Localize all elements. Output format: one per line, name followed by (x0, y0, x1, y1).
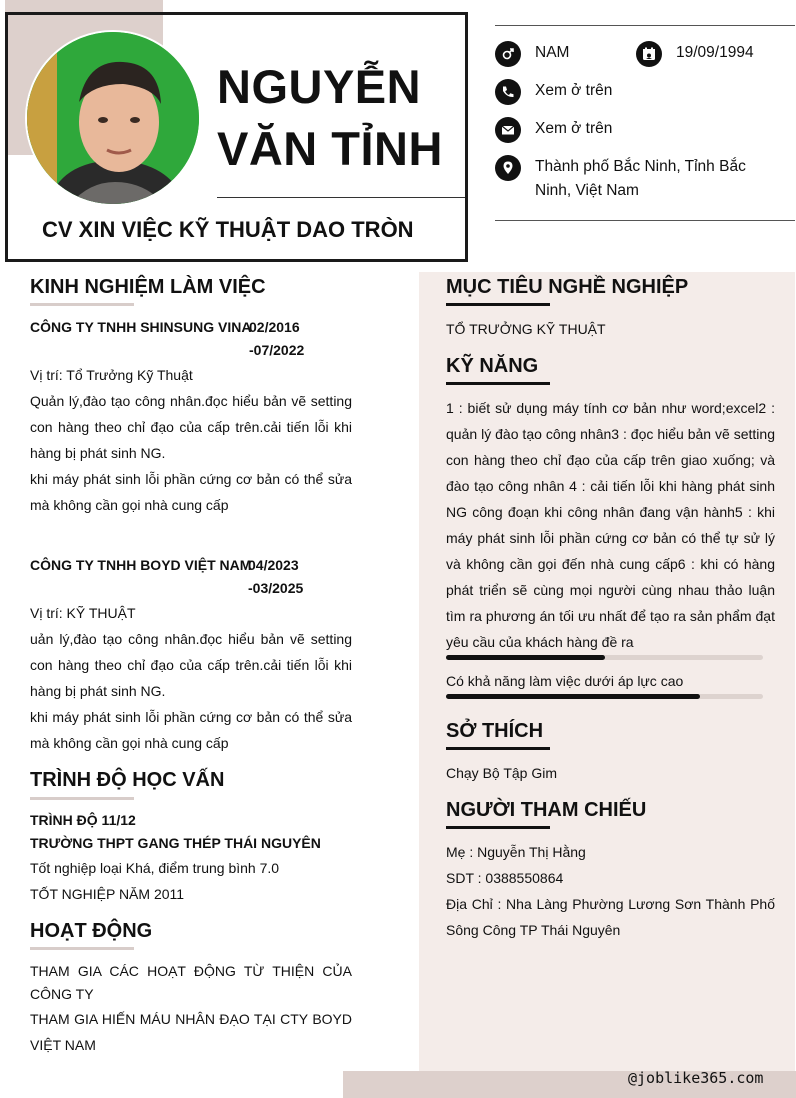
avatar-portrait-icon (27, 32, 201, 206)
job2-date (248, 554, 303, 600)
job2-position: Vị trí: KỸ THUẬT (30, 605, 136, 621)
references-title: NGƯỜI THAM CHIẾU (446, 799, 647, 821)
phone-value: Xem ở trên (535, 82, 613, 99)
education-line-1: Tốt nghiệp loại Khá, điểm trung bình 7.0 (30, 860, 280, 876)
objective-title-underline (446, 303, 550, 306)
location-pin-icon (495, 155, 521, 181)
education-level: TRÌNH ĐỘ 11/12 (30, 812, 136, 828)
job2-company: CÔNG TY TNHH BOYD VIỆT NAM (30, 557, 252, 573)
job2-date-end: -03/2025 (248, 580, 304, 596)
job1-description-2: khi máy phát sinh lỗi phần cứng cơ bản có thể sửa mà không cần gọi nhà cung cấp (30, 471, 352, 513)
skill-2-level-bar (446, 694, 763, 699)
contact-phone (495, 79, 612, 105)
job1-description-1: Quản lý,đào tạo công nhân.đọc hiểu bản vẽ setting con hàng theo chỉ đạo của cấp trên.cải tiến lỗi khi hàng bị phát sinh NG. (30, 393, 352, 461)
objective-title: MỤC TIÊU NGHỀ NGHIỆP (446, 276, 689, 298)
job1-position: Vị trí: Tổ Trưởng Kỹ Thuật (30, 367, 193, 383)
email-value: Xem ở trên (535, 120, 613, 137)
job2-description-1: uản lý,đào tạo công nhân.đọc hiểu bản vẽ setting con hàng theo chỉ đạo của cấp trên.cải tiến lỗi khi hàng bị phát sinh NG. (30, 631, 352, 699)
address-value: Thành phố Bắc Ninh, Tỉnh Bắc Ninh, Việt Nam (535, 158, 746, 199)
skill-2-level-fill (446, 694, 700, 699)
skills-title: KỸ NĂNG (446, 355, 539, 377)
avatar (25, 30, 201, 206)
phone-icon (495, 79, 521, 105)
skill-1-text: 1 : biết sử dụng máy tính cơ bản như word;excel2 : quản lý đào tạo công nhân3 : đọc hiểu bản vẽ setting con hàng theo chỉ đạo của cấp trên giao xuống; và đào tạo công nhân 4 : cải tiến lỗi khi hàng phát sinh NG công đoạn khi công nhân đang vận hành5 : khi máy phát sinh lỗi phần cứng cơ bản có thể tự sử lý và không cần gọi đến nhà cung cấp6 : khi có hàng phát triển sẽ cùng mọi người cùng nhau thảo luận tìm ra phương án tối ưu nhất để tạo ra sản phẩm đạt yêu cầu của khách hàng đề ra (446, 400, 775, 650)
hobbies-title: SỞ THÍCH (446, 720, 544, 742)
skills-title-underline (446, 382, 550, 385)
skill-1-level-bar (446, 655, 763, 660)
job1-date (249, 316, 304, 362)
job1-date-end: -07/2022 (249, 342, 305, 358)
activities-title-underline (30, 947, 134, 950)
activities-title: HOẠT ĐỘNG (30, 920, 153, 942)
name-divider (217, 197, 465, 198)
job1-date-start: 02/2016 (249, 319, 300, 335)
reference-line-2: SDT : 0388550864 (446, 870, 564, 886)
gender-icon (495, 41, 521, 67)
reference-line-1: Mẹ : Nguyễn Thị Hằng (446, 844, 586, 860)
experience-title: KINH NGHIỆM LÀM VIỆC (30, 276, 266, 298)
contact-gender (495, 41, 569, 67)
education-school: TRƯỜNG THPT GANG THÉP THÁI NGUYÊN (30, 835, 321, 851)
contact-address (495, 155, 765, 203)
education-title: TRÌNH ĐỘ HỌC VẤN (30, 769, 225, 791)
contact-divider-bottom (495, 220, 795, 221)
contact-birthday (636, 41, 754, 67)
contact-divider-top (495, 25, 795, 26)
hobbies-title-underline (446, 747, 550, 750)
calendar-icon (636, 41, 662, 67)
experience-title-underline (30, 303, 134, 306)
name-line-1: NGUYỄN (217, 60, 422, 113)
footer-watermark: @joblike365.com (628, 1069, 764, 1087)
skill-1-level-fill (446, 655, 605, 660)
hobbies-text: Chạy Bộ Tập Gim (446, 765, 558, 781)
job1-company: CÔNG TY TNHH SHINSUNG VINA (30, 319, 252, 335)
job2-date-start: 04/2023 (248, 557, 299, 573)
cv-title: CV XIN VIỆC KỸ THUẬT DAO TRÒN (42, 217, 414, 242)
candidate-name (217, 56, 462, 180)
activity-item-2: THAM GIA HIẾN MÁU NHÂN ĐẠO TẠI CTY BOYD VIỆT NAM (30, 1011, 352, 1053)
references-title-underline (446, 826, 550, 829)
objective-text: TỔ TRƯỞNG KỸ THUẬT (446, 321, 606, 337)
birthday-value: 19/09/1994 (676, 44, 754, 61)
activity-item-1: THAM GIA CÁC HOẠT ĐỘNG TỪ THIỆN CỦA CÔNG TY (30, 963, 352, 1002)
reference-line-3: Địa Chỉ : Nha Làng Phường Lương Sơn Thành Phố Sông Công TP Thái Nguyên (446, 896, 775, 938)
contact-email (495, 117, 612, 143)
envelope-icon (495, 117, 521, 143)
education-line-2: TỐT NGHIỆP NĂM 2011 (30, 886, 185, 902)
name-line-2: VĂN TỈNH (217, 122, 443, 175)
job2-description-2: khi máy phát sinh lỗi phần cứng cơ bản có thể sửa mà không cần gọi nhà cung cấp (30, 709, 352, 751)
skill-2-text: Có khả năng làm việc dưới áp lực cao (446, 673, 684, 689)
education-title-underline (30, 797, 134, 800)
gender-value: NAM (535, 44, 570, 61)
